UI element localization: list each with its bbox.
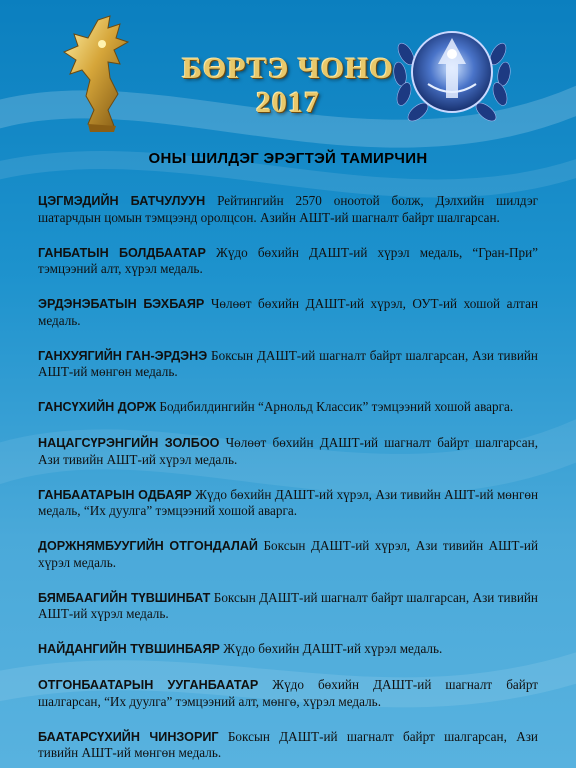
achievement-text: Боксын ДАШТ-ий шагналт байрт шалгарсан, Ази тивийн АШТ-ий мөнгөн медаль.	[38, 347, 538, 379]
achievement-text: Жүдо бөхийн ДАШТ-ий хүрэл медаль, “Гран-При” тэмцээний алт, хүрэл медаль.	[38, 244, 539, 276]
athlete-name: БЯМБААГИЙН ТҮВШИНБАТ	[38, 590, 211, 605]
list-item	[38, 296, 538, 328]
list-item	[38, 590, 538, 622]
list-item	[38, 245, 538, 277]
list-item	[38, 193, 538, 225]
athlete-name: ГАНХУЯГИЙН ГАН-ЭРДЭНЭ	[38, 348, 208, 363]
list-item	[38, 677, 538, 709]
achievement-text: Чөлөөт бөхийн ДАШТ-ий шагналт байрт шалгарсан, Ази тивийн АШТ-ий хүрэл медаль.	[38, 435, 539, 467]
athlete-name: БААТАРСҮХИЙН ЧИНЗОРИГ	[38, 729, 219, 744]
achievement-text: Жүдо бөхийн ДАШТ-ий хүрэл, Ази тивийн АШТ-ий мөнгөн медаль, “Их дуулга” тэмцээний хошой аварга.	[38, 486, 539, 518]
federation-emblem-icon	[388, 14, 516, 132]
list-item	[38, 435, 538, 467]
athlete-name: ГАНСҮХИЙН ДОРЖ	[38, 400, 157, 414]
list-item	[38, 641, 538, 658]
athlete-name: ГАНБААТАРЫН ОДБАЯР	[38, 487, 192, 502]
list-item	[38, 729, 538, 761]
athlete-list	[38, 193, 538, 768]
list-item	[38, 487, 538, 519]
list-item	[38, 399, 538, 416]
page-title: ОНЫ ШИЛДЭГ ЭРЭГТЭЙ ТАМИРЧИН	[148, 150, 428, 167]
achievement-text: Рейтингийн 2570 оноотой болж, Дэлхийн шилдэг шатарчдын цомын тэмцээнд оролцсон. Азийн АШТ-ий шагналт байрт шалгарсан.	[38, 193, 539, 225]
list-item	[38, 538, 538, 570]
achievement-text: Боксын ДАШТ-ий хүрэл, Ази тивийн АШТ-ий хүрэл медаль.	[38, 538, 538, 570]
athlete-name: НАЦАГСҮРЭНГИЙН ЗОЛБОО	[38, 436, 220, 450]
event-name: БӨРТЭ ЧОНО	[182, 52, 394, 85]
achievement-text: Бодибилдингийн “Арнольд Классик” тэмцээний хошой аварга.	[159, 399, 514, 414]
athlete-name: ГАНБАТЫН БОЛДБААТАР	[38, 245, 206, 260]
athlete-name: ОТГОНБААТАРЫН УУГАНБААТАР	[38, 678, 259, 692]
event-year: 2017	[256, 86, 320, 119]
list-item	[38, 348, 538, 380]
athlete-name: ЭРДЭНЭБАТЫН БЭХБАЯР	[38, 297, 205, 311]
achievement-text: Чөлөөт бөхийн ДАШТ-ий хүрэл, ОУТ-ий хошой алтан медаль.	[38, 296, 539, 328]
header	[0, 0, 576, 140]
wolf-trophy-icon	[58, 14, 144, 134]
achievement-text: Жүдо бөхийн ДАШТ-ий шагналт байрт шалгарсан, “Их дуулга” тэмцээний алт, мөнгө, хүрэл медаль.	[38, 677, 538, 709]
achievement-text: Боксын ДАШТ-ий шагналт байрт шалгарсан, Ази тивийн АШТ-ий мөнгөн медаль.	[38, 728, 538, 760]
athlete-name: ЦЭГМЭДИЙН БАТЧУЛУУН	[38, 194, 206, 208]
athlete-name: ДОРЖНЯМБУУГИЙН ОТГОНДАЛАЙ	[38, 539, 258, 553]
achievement-text: Жүдо бөхийн ДАШТ-ий хүрэл медаль.	[223, 641, 443, 656]
athlete-name: НАЙДАНГИЙН ТҮВШИНБАЯР	[38, 642, 220, 656]
achievement-text: Боксын ДАШТ-ий шагналт байрт шалгарсан, Ази тивийн АШТ-ий хүрэл медаль.	[38, 589, 538, 621]
